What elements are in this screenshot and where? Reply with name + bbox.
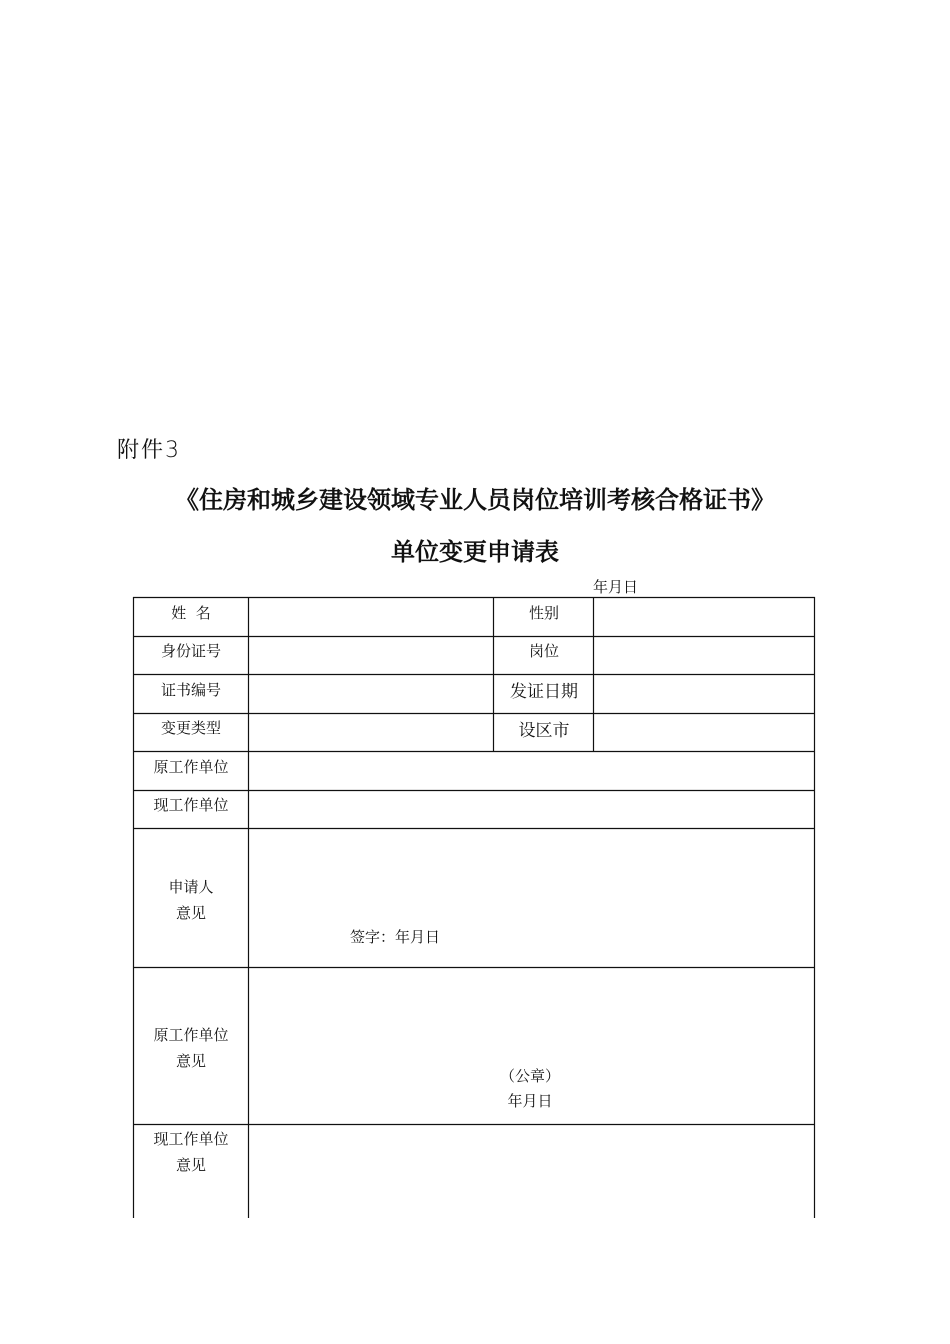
change-type-field[interactable] xyxy=(250,715,492,750)
post-label: 岗位 xyxy=(528,642,559,660)
new-unit-opinion-label-line1: 现工作单位 xyxy=(153,1130,229,1148)
change-type-label: 变更类型 xyxy=(160,719,221,737)
old-unit-label: 原工作单位 xyxy=(153,758,229,776)
old-unit-opinion-label-line2: 意见 xyxy=(175,1052,206,1070)
attachment-label: 附件3 xyxy=(117,438,181,463)
form-title: 单位变更申请表 xyxy=(391,537,559,566)
city-label: 设区市 xyxy=(518,721,570,741)
new-unit-label: 现工作单位 xyxy=(153,796,229,814)
new-unit-opinion-label-line2: 意见 xyxy=(175,1156,206,1174)
id-number-field[interactable] xyxy=(250,638,492,673)
issue-date-field[interactable] xyxy=(595,676,813,712)
city-field[interactable] xyxy=(595,715,813,750)
name-field[interactable] xyxy=(250,599,492,635)
issue-date-label: 发证日期 xyxy=(510,682,578,702)
form-date: 年月日 xyxy=(593,578,639,596)
applicant-opinion-label-line1: 申请人 xyxy=(168,878,214,896)
name-label: 姓 名 xyxy=(171,604,211,622)
document-title: 《住房和城乡建设领域专业人员岗位培训考核合格证书》 xyxy=(175,485,775,514)
applicant-opinion-field[interactable] xyxy=(250,830,813,966)
old-unit-field[interactable] xyxy=(250,753,813,789)
certificate-number-label: 证书编号 xyxy=(160,681,221,699)
post-field[interactable] xyxy=(595,638,813,673)
certificate-number-field[interactable] xyxy=(250,676,492,712)
seal-date: 年月日 xyxy=(507,1092,553,1110)
applicant-signature-date: 签字：年月日 xyxy=(350,928,441,946)
gender-label: 性别 xyxy=(528,604,559,622)
applicant-opinion-label-line2: 意见 xyxy=(175,904,206,922)
new-unit-field[interactable] xyxy=(250,792,813,827)
id-number-label: 身份证号 xyxy=(160,642,221,660)
official-seal-label: （公章） xyxy=(499,1067,560,1085)
gender-field[interactable] xyxy=(595,599,813,635)
old-unit-opinion-label-line1: 原工作单位 xyxy=(153,1026,229,1044)
new-unit-opinion-field[interactable] xyxy=(250,1126,813,1218)
